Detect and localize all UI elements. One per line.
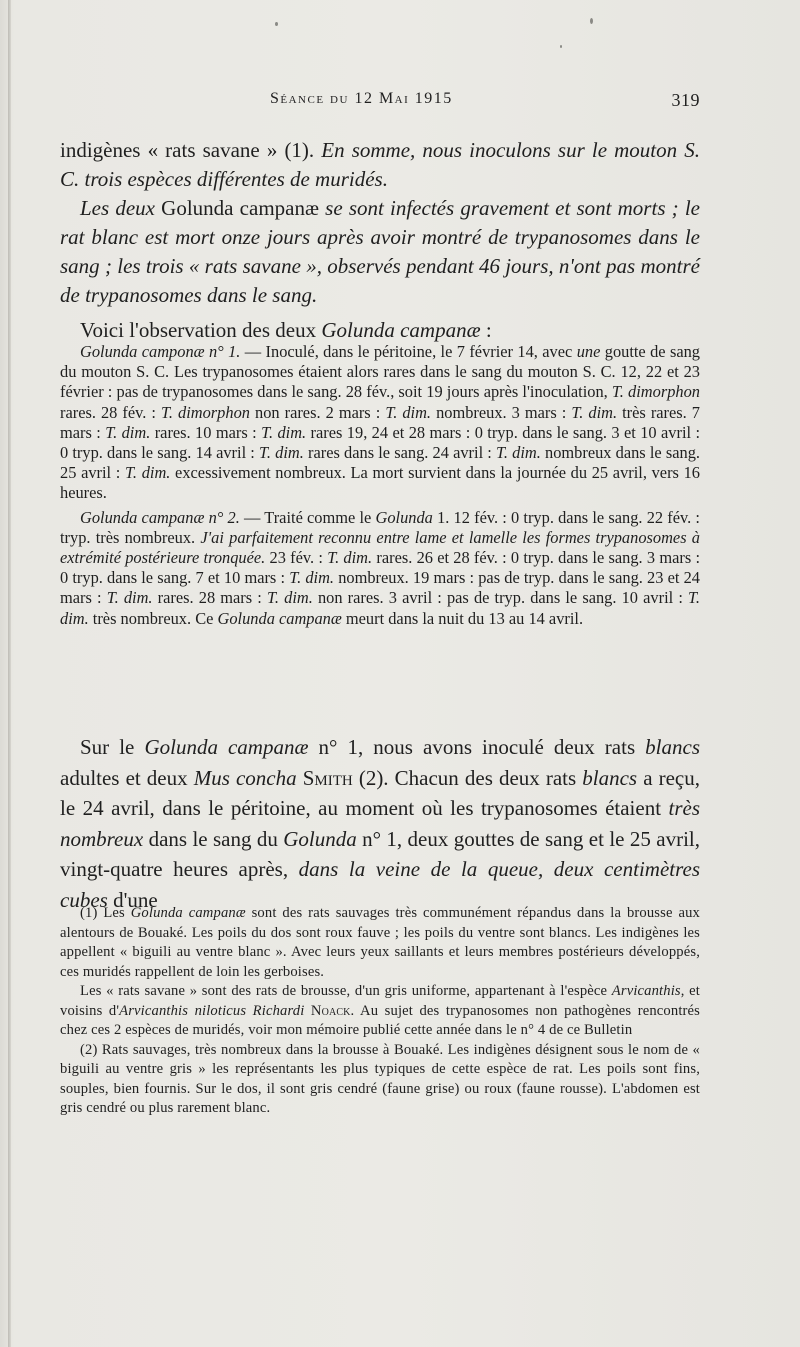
observation-2: Golunda campanæ n° 2. — Traité comme le Golunda 1. 12 fév. : 0 tryp. dans le sang. 22 fév. : tryp. très nombreux. J'ai parfaitement reconnu entre lame et lamelle les formes trypanosomes à extrémité postérieure tronquée. 23 fév. : T. dim. rares. 26 et 28 fév. : 0 tryp. dans le sang. 3 mars : 0 tryp. dans le sang. 7 et 10 mars : T. dim. nombreux. 19 mars : pas de tryp. dans le sang. 23 et 24 mars : T. dim. rares. 28 mars : T. dim. non rares. 3 avril : pas de tryp. dans le sang. 10 avril : T. dim. très nombreux. Ce Golunda campanæ meurt dans la nuit du 13 au 14 avril. bbox=[60, 507, 701, 628]
footnotes bbox=[60, 904, 700, 1119]
observation-1: Golunda camponæ n° 1. — Inoculé, dans le péritoine, le 7 février 14, avec une goutte de sang du mouton S. C. Les trypanosomes étaient alors rares dans le sang du mouton S. C. 12, 22 et 23 février : pas de trypanosomes dans le sang. 28 fév., soit 19 jours après l'inoculation, T. dimorphon rares. 28 fév. : T. dimorphon non rares. 2 mars : T. dim. nombreux. 3 mars : T. dim. très rares. 7 mars : T. dim. rares. 10 mars : T. dim. rares 19, 24 et 28 mars : 0 tryp. dans le sang. 3 et 10 avril : 0 tryp. dans le sang. 14 avril : T. dim. rares dans le sang. 24 avril : T. dim. nombreux dans le sang. 25 avril : T. dim. excessivement nombreux. La mort survient dans la journée du 25 avril, vers 16 heures. bbox=[60, 342, 701, 503]
paragraph-2: Les deux Golunda campanæ se sont infectés gravement et sont morts ; le rat blanc est mort onze jours après avoir montré de trypanosomes dans le sang ; les trois « rats savane », observés pendant 46 jours, n'ont pas montré de trypanosomes dans le sang. bbox=[60, 196, 700, 307]
page-edge bbox=[8, 0, 11, 1347]
paragraph-3: Voici l'observation des deux Golunda campanæ : bbox=[80, 318, 492, 342]
footnote-1-continued: Les « rats savane » sont des rats de brousse, d'un gris uniforme, appartenant à l'espèce Arvicanthis, et voisins d'Arvicanthis niloticus Richardi Noack. Au sujet des trypanosomes non pathogènes rencontrés chez ces 2 espèces de muridés, voir mon mémoire publié cette année dans le n° 4 de ce Bulletin bbox=[60, 983, 700, 1038]
observations-block bbox=[60, 342, 700, 629]
footnote-1: (1) Les Golunda campanæ sont des rats sauvages très communément répandus dans la brousse aux alentours de Bouaké. Les poils du dos sont roux fauve ; les poils du ventre sont blancs. Les indigènes les appellent « biguili au ventre blanc ». Avec leurs yeux saillants et leurs membres postérieurs développés, ces muridés rappellent de loin les gerboises. bbox=[60, 905, 700, 980]
running-header bbox=[60, 88, 700, 114]
paragraph-1: indigènes « rats savane » (1). En somme, nous inoculons sur le mouton S. C. trois espèces différentes de muridés. bbox=[60, 138, 700, 191]
running-title: Séance du 12 Mai 1915 bbox=[270, 90, 453, 107]
main-text-bottom bbox=[60, 732, 700, 915]
main-text-top bbox=[60, 136, 700, 345]
scan-speck bbox=[275, 22, 278, 26]
scan-speck bbox=[560, 45, 562, 48]
scan-speck bbox=[590, 18, 593, 24]
footnote-2: (2) Rats sauvages, très nombreux dans la brousse à Bouaké. Les indigènes désignent sous le nom de « biguili au ventre gris » les représentants les plus typiques de cette espèce de rat. Les poils sont fins, souples, bien fournis. Sur le dos, il sont gris cendré (faune grise) ou roux (faune rousse). L'abdomen est gris cendré ou plus rarement blanc. bbox=[60, 1041, 700, 1116]
page-number: 319 bbox=[671, 90, 700, 110]
paragraph-4: Sur le Golunda campanæ n° 1, nous avons inoculé deux rats blancs adultes et deux Mus concha Smith (2). Chacun des deux rats blancs a reçu, le 24 avril, dans le péritoine, au moment où les trypanosomes étaient très nombreux dans le sang du Golunda n° 1, deux gouttes de sang et le 25 avril, vingt-quatre heures après, dans la veine de la queue, deux centimètres cubes d'une bbox=[60, 735, 701, 912]
